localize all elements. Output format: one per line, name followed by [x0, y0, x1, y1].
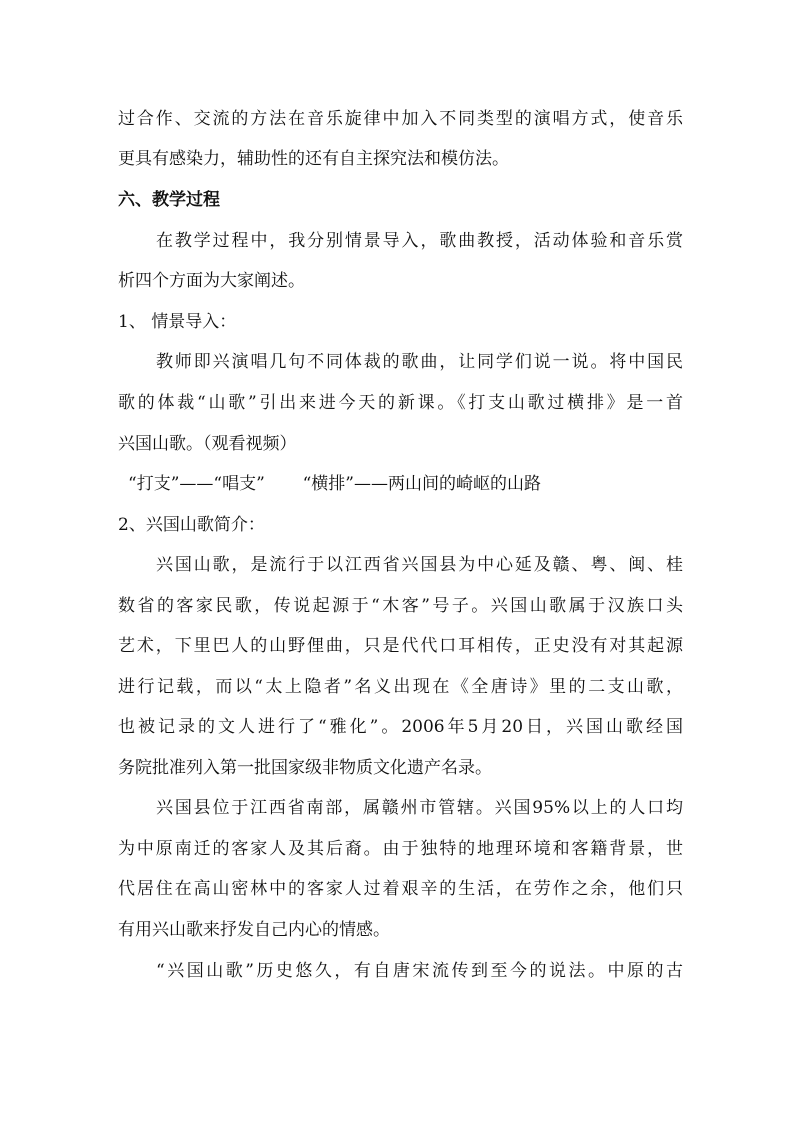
- text-line-5: 析四个方面为大家阐述。: [118, 271, 305, 291]
- text-line-21: 有用兴山歌来抒发自己内心的情感。: [118, 920, 390, 940]
- text-line-terms: “打支”——“唱支” “横排”——两山间的崎岖的山路: [128, 474, 541, 494]
- subheading-xingguo-intro: 2、兴国山歌简介：: [118, 515, 265, 535]
- text-line-13: 数省的客家民歌，传说起源于“木客”号子。兴国山歌属于汉族口头: [118, 596, 683, 616]
- text-line-9: 兴国山歌。（观看视频）: [118, 434, 297, 454]
- text-line-18: 兴国县位于江西省南部，属赣州市管辖。兴国95%以上的人口均: [156, 798, 683, 818]
- text-line-17: 务院批准列入第一批国家级非物质文化遗产名录。: [118, 758, 492, 778]
- text-line-7: 教师即兴演唱几句不同体裁的歌曲，让同学们说一说。将中国民: [156, 352, 683, 372]
- text-line-4: 在教学过程中，我分别情景导入，歌曲教授，活动体验和音乐赏: [156, 231, 683, 251]
- text-line-14: 艺术，下里巴人的山野俚曲，只是代代口耳相传，正史没有对其起源: [118, 636, 683, 656]
- text-line-19: 为中原南迁的客家人及其后裔。由于独特的地理环境和客籍背景，世: [118, 839, 683, 859]
- text-line-2: 更具有感染力，辅助性的还有自主探究法和模仿法。: [118, 149, 509, 169]
- text-line-1: 过合作、交流的方法在音乐旋律中加入不同类型的演唱方式，使音乐: [118, 109, 683, 129]
- text-line-8: 歌的体裁“山歌”引出来进今天的新课。《打支山歌过横排》是一首: [118, 393, 683, 413]
- text-line-20: 代居住在高山密林中的客家人过着艰辛的生活，在劳作之余，他们只: [118, 879, 683, 899]
- subheading-scene-intro: 1、 情景导入：: [118, 312, 237, 332]
- text-line-12: 兴国山歌，是流行于以江西省兴国县为中心延及赣、粤、闽、桂: [156, 555, 683, 575]
- text-line-22: “兴国山歌”历史悠久，有自唐宋流传到至今的说法。中原的古: [156, 961, 683, 981]
- text-line-16: 也被记录的文人进行了“雅化”。2006年5月20日，兴国山歌经国: [118, 717, 683, 737]
- section-heading-teaching-process: 六、教学过程: [118, 190, 220, 210]
- text-line-15: 进行记载，而以“太上隐者”名义出现在《全唐诗》里的二支山歌，: [118, 677, 683, 697]
